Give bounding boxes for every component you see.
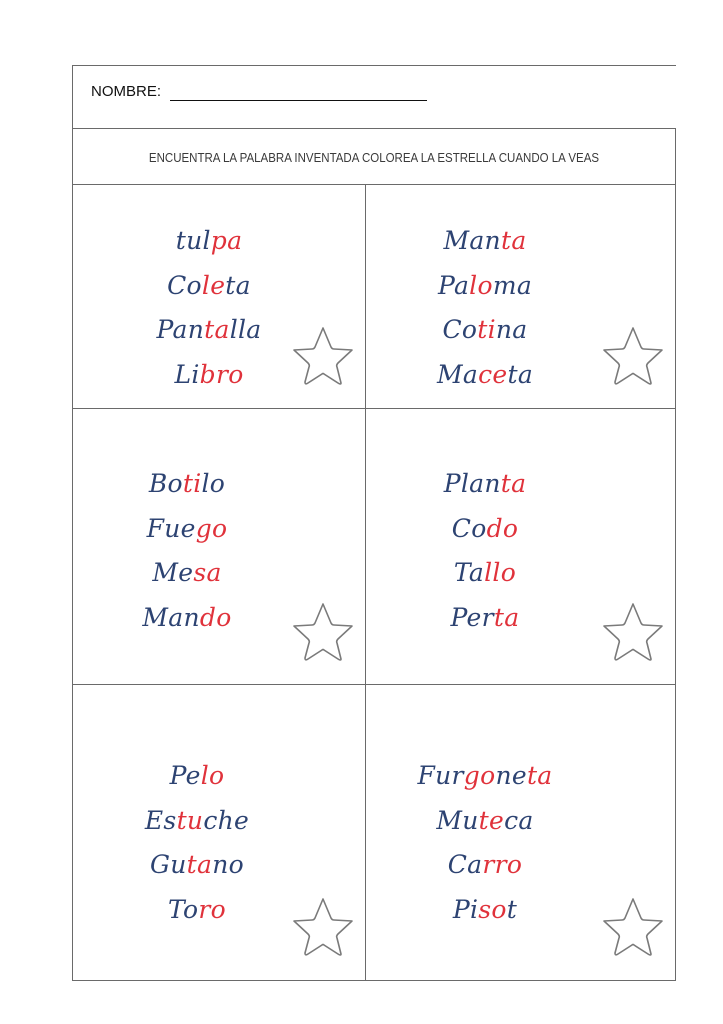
syllable-red: ta xyxy=(526,761,553,790)
syllable-red: lo xyxy=(469,270,493,300)
syllable-red: sa xyxy=(193,558,222,587)
word-list xyxy=(109,219,309,397)
syllable-red: bro xyxy=(199,359,244,389)
syllable-blue: Fur xyxy=(417,761,464,790)
syllable-red: ta xyxy=(493,602,520,632)
instruction-text: ENCUENTRA LA PALABRA INVENTADA COLOREA LA ESTRELLA CUANDO LA VEAS xyxy=(148,151,600,165)
syllable-blue: lo xyxy=(201,469,226,498)
star-icon[interactable] xyxy=(291,325,355,385)
syllable-blue: Es xyxy=(144,805,177,835)
word-cell xyxy=(365,408,675,684)
star-icon[interactable] xyxy=(601,325,665,385)
word-cell xyxy=(73,684,365,980)
syllable-blue: Co xyxy=(451,513,487,543)
syllable-red: le xyxy=(201,270,226,300)
syllable-blue: che xyxy=(203,805,250,835)
word xyxy=(385,888,585,933)
syllable-blue: Ca xyxy=(447,850,483,879)
word xyxy=(385,308,585,353)
word xyxy=(385,754,585,799)
syllable-blue: Ta xyxy=(453,558,485,587)
word-list xyxy=(385,219,585,397)
word xyxy=(109,308,309,353)
syllable-red: ti xyxy=(477,315,496,344)
word-list xyxy=(97,754,297,932)
word xyxy=(97,888,297,933)
word-cell xyxy=(73,408,365,684)
syllable-blue: na xyxy=(495,315,528,344)
name-label: NOMBRE: xyxy=(91,83,162,100)
instruction-section xyxy=(72,128,676,185)
syllable-blue: Ma xyxy=(436,359,479,389)
word xyxy=(385,353,585,398)
syllable-blue: Pa xyxy=(437,270,470,300)
syllable-red: llo xyxy=(484,558,517,587)
syllable-red: ta xyxy=(500,226,527,255)
syllable-red: ti xyxy=(182,469,202,498)
syllable-red: ta xyxy=(500,469,527,498)
syllable-blue: ma xyxy=(492,270,533,300)
syllable-red: rro xyxy=(482,850,523,879)
syllable-blue: ta xyxy=(507,359,534,389)
word xyxy=(109,219,309,264)
star-icon[interactable] xyxy=(601,601,665,661)
syllable-red: ce xyxy=(478,359,508,389)
syllable-blue: ca xyxy=(504,805,534,835)
star-icon[interactable] xyxy=(601,896,665,956)
word xyxy=(385,219,585,264)
word xyxy=(385,551,585,596)
syllable-red: go xyxy=(195,513,228,543)
word xyxy=(87,507,287,552)
word-grid xyxy=(72,184,676,981)
syllable-red: ta xyxy=(204,315,230,344)
word xyxy=(385,462,585,507)
word-cell xyxy=(365,185,675,408)
syllable-red: ta xyxy=(186,850,213,879)
syllable-blue: Pi xyxy=(452,894,479,924)
syllable-blue: To xyxy=(168,894,199,924)
syllable-blue: ta xyxy=(225,270,251,300)
syllable-blue: Li xyxy=(174,359,200,389)
word xyxy=(385,843,585,888)
syllable-blue: Man xyxy=(443,226,501,255)
word xyxy=(97,843,297,888)
syllable-red: do xyxy=(199,602,232,632)
syllable-blue: no xyxy=(212,850,244,879)
name-section xyxy=(72,65,676,129)
word xyxy=(87,596,287,641)
syllable-blue: ne xyxy=(495,761,527,790)
word-list xyxy=(385,754,585,932)
syllable-red: so xyxy=(478,894,507,924)
word xyxy=(385,596,585,641)
syllable-red: pa xyxy=(210,226,243,255)
syllable-blue: Gu xyxy=(150,850,187,879)
word xyxy=(385,507,585,552)
syllable-blue: Fue xyxy=(146,513,196,543)
syllable-red: te xyxy=(478,805,505,835)
word-cell xyxy=(73,185,365,408)
syllable-blue: Co xyxy=(442,315,478,344)
syllable-red: lo xyxy=(200,761,225,790)
syllable-red: ro xyxy=(198,894,226,924)
word xyxy=(97,754,297,799)
word xyxy=(109,353,309,398)
syllable-blue: tul xyxy=(175,226,211,255)
syllable-blue: Me xyxy=(152,558,194,587)
name-write-line[interactable] xyxy=(170,100,427,101)
word xyxy=(87,551,287,596)
syllable-blue: Plan xyxy=(443,469,501,498)
syllable-blue: Co xyxy=(167,270,202,300)
word-cell xyxy=(365,684,675,980)
syllable-blue: lla xyxy=(229,315,262,344)
word-list xyxy=(385,462,585,640)
word xyxy=(97,799,297,844)
syllable-blue: t xyxy=(506,894,518,924)
star-icon[interactable] xyxy=(291,896,355,956)
syllable-red: do xyxy=(486,513,519,543)
syllable-blue: Pe xyxy=(169,761,201,790)
syllable-red: go xyxy=(463,761,496,790)
syllable-blue: Mu xyxy=(436,805,479,835)
word-list xyxy=(87,462,287,640)
word xyxy=(87,462,287,507)
syllable-blue: Per xyxy=(450,602,494,632)
syllable-blue: Pan xyxy=(156,315,205,344)
star-icon[interactable] xyxy=(291,601,355,661)
word xyxy=(385,799,585,844)
syllable-blue: Man xyxy=(142,602,200,632)
word xyxy=(385,264,585,309)
syllable-red: tu xyxy=(176,805,204,835)
word xyxy=(109,264,309,309)
syllable-blue: Bo xyxy=(148,469,183,498)
